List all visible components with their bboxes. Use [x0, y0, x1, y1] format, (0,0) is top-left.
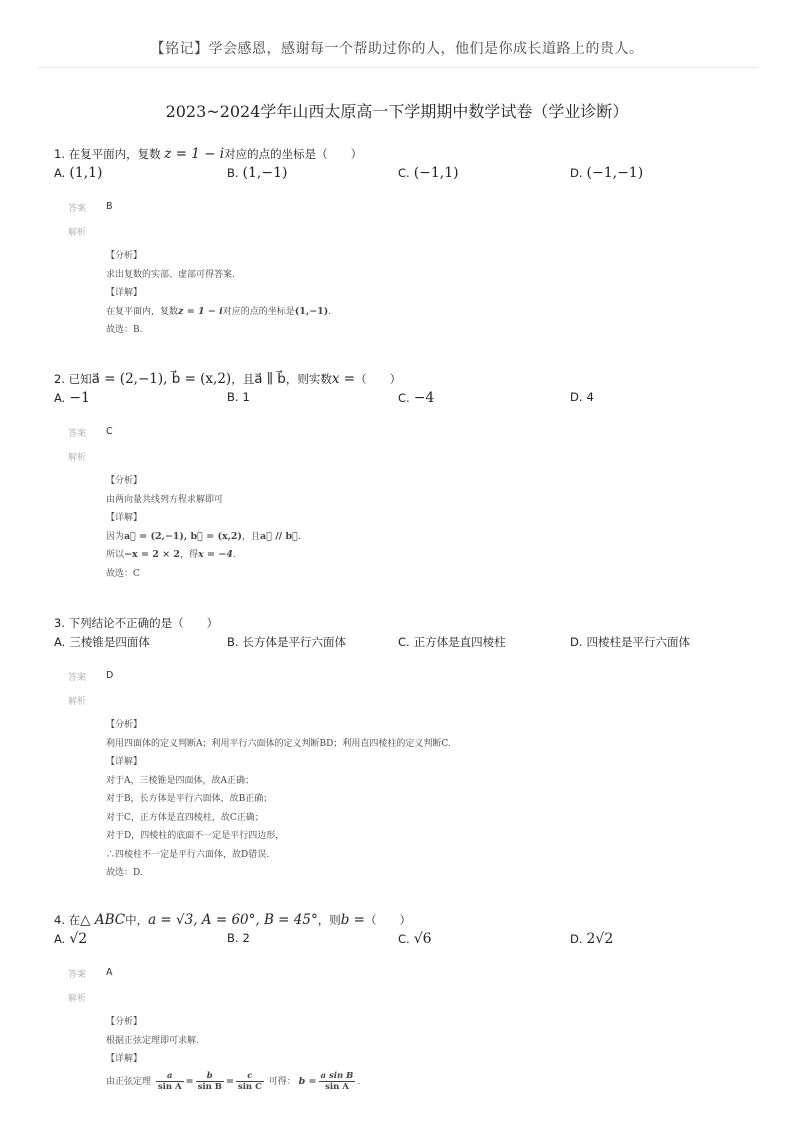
question-1 [54, 146, 754, 340]
option-a[interactable]: A. √2 [54, 931, 88, 947]
question-stem: 3. 下列结论不正确的是（ ） [54, 616, 219, 630]
option-d[interactable]: D. 四棱柱是平行六面体 [570, 635, 691, 649]
option-a[interactable]: A. −1 [54, 390, 90, 406]
math-expression: a⃗ = (2,−1), b⃗ = (x,2) [91, 371, 232, 387]
answer-value: A [106, 967, 113, 978]
answer-label: 答案 [68, 673, 87, 683]
analysis-body: 【分析】 根据正弦定理即可求解. 【详解】 由正弦定理 $\frac{a}{\text{sin A}}$ = $\frac{b}{\text{sin B}}$ = $\frac{c}{\text{sin C}}$ 可得： b = $\frac{\text{a sin B}}{\text{sin A}}$ . [106, 1017, 361, 1092]
question-3 [54, 615, 754, 883]
options [54, 634, 754, 656]
analysis-label: 解析 [68, 453, 87, 463]
option-c[interactable]: C. √6 [398, 931, 432, 947]
option-d[interactable]: D. (−1,−1) [570, 165, 644, 181]
answer-value: D [106, 670, 114, 681]
analysis-body: 【分析】 由两向量共线列方程求解即可 【详解】 因为a⃗ = (2,−1), b⃗ = (x,2)，且a⃗ // b⃗. 所以−x = 2 × 2，得x = −4. 故选：C [106, 476, 301, 579]
option-d[interactable]: D. 4 [570, 390, 594, 404]
page-title: 2023~2024学年山西太原高一下学期期中数学试卷（学业诊断） [165, 102, 629, 121]
motto-banner: 【铭记】学会感恩，感谢每一个帮助过你的人，他们是你成长道路上的贵人。 [150, 41, 644, 57]
option-a[interactable]: A. (1,1) [54, 165, 103, 181]
option-b[interactable]: B. 2 [227, 931, 250, 945]
option-c[interactable]: C. 正方体是直四棱柱 [398, 635, 506, 649]
fraction: $\frac{a}{\text{sin A}}$ [157, 1070, 182, 1092]
analysis-label: 解析 [68, 228, 87, 238]
question-4 [54, 912, 754, 1092]
options [54, 390, 754, 412]
option-b[interactable]: B. 长方体是平行六面体 [227, 635, 347, 649]
math-expression: z = 1 − i [164, 146, 225, 162]
option-b[interactable]: B. 1 [227, 390, 250, 404]
analysis-label: 解析 [68, 994, 87, 1004]
math-expression: △ ABC [80, 912, 126, 928]
option-c[interactable]: C. −4 [398, 390, 435, 406]
answer-value: B [106, 201, 113, 212]
option-d[interactable]: D. 2√2 [570, 931, 614, 947]
options [54, 165, 754, 187]
question-stem: 4. 在△ ABC中，a = √3, A = 60°, B = 45°，则b =（ ） [54, 912, 411, 928]
analysis-label: 解析 [68, 697, 87, 707]
fraction: $\frac{\text{a sin B}}{\text{sin A}}$ [320, 1070, 354, 1092]
analysis-body: 【分析】 利用四面体的定义判断A；利用平行六面体的定义判断BD；利用直四棱柱的定义判断C. 【详解】 对于A，三棱锥是四面体，故A正确； 对于B，长方体是平行六面体，故B正确； 对于C，正方体是直四棱柱，故C正确； 对于D，四棱柱的底面不一定是平行四边形， ∴四棱柱不一定是平行六面体，故D错误. 故选：D. [106, 720, 451, 878]
header-divider [38, 67, 758, 68]
options [54, 931, 754, 953]
question-stem: 2. 已知a⃗ = (2,−1), b⃗ = (x,2)，且a⃗ ∥ b⃗，则实数x =（ ） [54, 371, 402, 387]
answer-label: 答案 [68, 970, 87, 980]
option-b[interactable]: B. (1,−1) [227, 165, 288, 181]
analysis-body: 【分析】 求出复数的实部、虚部可得答案. 【详解】 在复平面内，复数z = 1 − i对应的点的坐标是(1,−1). 故选：B. [106, 251, 332, 335]
fraction: $\frac{c}{\text{sin C}}$ [237, 1070, 262, 1092]
answer-value: C [106, 426, 113, 437]
question-stem: 1. 在复平面内，复数 z = 1 − i对应的点的坐标是（ ） [54, 146, 363, 162]
question-2 [54, 371, 754, 583]
answer-label: 答案 [68, 429, 87, 439]
answer-label: 答案 [68, 204, 87, 214]
option-a[interactable]: A. 三棱锥是四面体 [54, 635, 150, 649]
fraction: $\frac{b}{\text{sin B}}$ [197, 1070, 222, 1092]
option-c[interactable]: C. (−1,1) [398, 165, 459, 181]
